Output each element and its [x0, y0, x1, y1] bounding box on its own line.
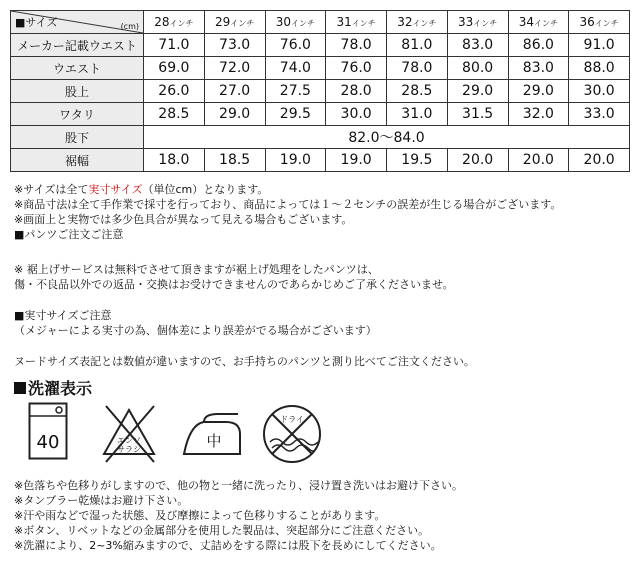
size-header: 31インチ — [326, 11, 387, 34]
merged-value: 82.0～84.0 — [144, 126, 630, 149]
no-dry-clean-icon — [260, 402, 324, 466]
note-hem-service: ※ 裾上げサービスは無料でさせて頂きますが裾上げ処理をしたパンツは、 — [14, 263, 379, 276]
size-header: 33インチ — [447, 11, 508, 34]
table-cell: 19.5 — [387, 149, 448, 172]
size-header: 34インチ — [508, 11, 569, 34]
bleach-label-2: サラシ — [117, 445, 141, 454]
table-cell: 27.0 — [204, 80, 265, 103]
actual-size-heading: ■実寸サイズご注意 — [14, 309, 112, 322]
size-header-row — [11, 11, 630, 34]
size-corner-cell — [11, 11, 144, 34]
iron-icon — [180, 410, 244, 458]
row-label: 裾幅 — [11, 149, 144, 172]
table-cell: 83.0 — [508, 57, 569, 80]
table-cell: 76.0 — [326, 57, 387, 80]
table-cell: 33.0 — [569, 103, 630, 126]
care-symbols — [28, 402, 348, 466]
table-cell: 18.5 — [204, 149, 265, 172]
size-header: 28インチ — [144, 11, 205, 34]
table-row — [11, 34, 630, 57]
table-row — [11, 80, 630, 103]
dry-label: ドライ — [280, 415, 304, 424]
table-row — [11, 103, 630, 126]
care-note: ※ボタン、リベットなどの金属部分を使用した製品は、突起部分にご注意ください。 — [14, 524, 430, 537]
row-label: ウエスト — [11, 57, 144, 80]
table-cell: 32.0 — [508, 103, 569, 126]
table-cell: 19.0 — [265, 149, 326, 172]
wash-tub-icon — [28, 402, 68, 460]
table-cell: 69.0 — [144, 57, 205, 80]
table-cell: 29.0 — [508, 80, 569, 103]
table-cell: 80.0 — [447, 57, 508, 80]
table-cell: 20.0 — [569, 149, 630, 172]
bleach-label-1: エンソ — [117, 436, 141, 445]
wash-temp-label: 40 — [36, 432, 60, 453]
unit-label: (cm) — [120, 22, 139, 31]
size-notes — [14, 182, 561, 242]
table-cell: 28.0 — [326, 80, 387, 103]
table-cell: 31.0 — [387, 103, 448, 126]
table-cell: 91.0 — [569, 34, 630, 57]
iron-temp-label: 中 — [206, 432, 222, 450]
nude-size-notes — [14, 354, 475, 369]
care-notes — [14, 478, 463, 553]
pants-order-heading: ■パンツご注文ご注意 — [14, 228, 124, 241]
table-cell: 86.0 — [508, 34, 569, 57]
table-cell: 74.0 — [265, 57, 326, 80]
hem-notes — [14, 262, 454, 292]
table-row — [11, 126, 630, 149]
table-cell: 29.0 — [204, 103, 265, 126]
table-cell: 76.0 — [265, 34, 326, 57]
row-label: ワタリ — [11, 103, 144, 126]
table-cell: 78.0 — [326, 34, 387, 57]
actual-size-highlight: 実寸サイズ — [88, 183, 143, 196]
note-actual-size: ※サイズは全て実寸サイズ（単位cm）となります。 — [14, 183, 269, 196]
care-note: ※洗濯により、2~3%縮みますので、丈詰めをする際には股下を長めにしてください。 — [14, 539, 442, 552]
table-cell: 28.5 — [144, 103, 205, 126]
table-cell: 31.5 — [447, 103, 508, 126]
table-cell: 72.0 — [204, 57, 265, 80]
note-nude-size: ヌードサイズ表記とは数値が違いますので、お手持ちのパンツと測り比べてご注文ください。 — [14, 355, 475, 368]
table-row — [11, 57, 630, 80]
table-row — [11, 149, 630, 172]
table-cell: 81.0 — [387, 34, 448, 57]
table-cell: 28.5 — [387, 80, 448, 103]
table-cell: 20.0 — [447, 149, 508, 172]
care-note: ※汗や雨などで湿った状態、及び摩擦によって色移りすることがあります。 — [14, 509, 386, 522]
table-cell: 30.0 — [569, 80, 630, 103]
row-label: メーカー記載ウエスト — [11, 34, 144, 57]
note-returns: 傷・不良品以外での返品・交換はお受けできませんのであらかじめご了承くださいませ。 — [14, 278, 454, 291]
care-note: ※色落ちや色移りがしますので、他の物と一緒に洗ったり、浸け置き洗いはお避け下さい。 — [14, 479, 463, 492]
table-cell: 19.0 — [326, 149, 387, 172]
row-label: 股下 — [11, 126, 144, 149]
size-header: 29インチ — [204, 11, 265, 34]
table-cell: 83.0 — [447, 34, 508, 57]
square-bullet-icon — [14, 382, 26, 394]
size-header: 36インチ — [569, 11, 630, 34]
table-cell: 71.0 — [144, 34, 205, 57]
care-note: ※タンブラー乾燥はお避け下さい。 — [14, 494, 189, 507]
actual-size-notes — [14, 308, 377, 338]
table-cell: 73.0 — [204, 34, 265, 57]
table-cell: 78.0 — [387, 57, 448, 80]
table-cell: 88.0 — [569, 57, 630, 80]
size-label: ■サイズ — [15, 16, 58, 29]
row-label: 股上 — [11, 80, 144, 103]
table-cell: 30.0 — [326, 103, 387, 126]
note-color: ※画面上と実物では多少色具合が異なって見える場合もございます。 — [14, 213, 353, 226]
table-cell: 18.0 — [144, 149, 205, 172]
table-cell: 20.0 — [508, 149, 569, 172]
note-measurement: ※商品寸法は全て手作業で採寸を行っており、商品によっては１～２センチの誤差が生じる場合がございます。 — [14, 198, 562, 211]
note-individual-variance: （メジャーによる実寸の為、個体差により誤差がでる場合がございます） — [14, 324, 377, 337]
size-header: 30インチ — [265, 11, 326, 34]
table-cell: 29.0 — [447, 80, 508, 103]
wash-title: 洗濯表示 — [14, 376, 92, 399]
no-bleach-icon — [98, 402, 160, 464]
table-cell: 29.5 — [265, 103, 326, 126]
size-header: 32インチ — [387, 11, 448, 34]
table-cell: 27.5 — [265, 80, 326, 103]
size-table — [10, 10, 630, 172]
table-cell: 26.0 — [144, 80, 205, 103]
